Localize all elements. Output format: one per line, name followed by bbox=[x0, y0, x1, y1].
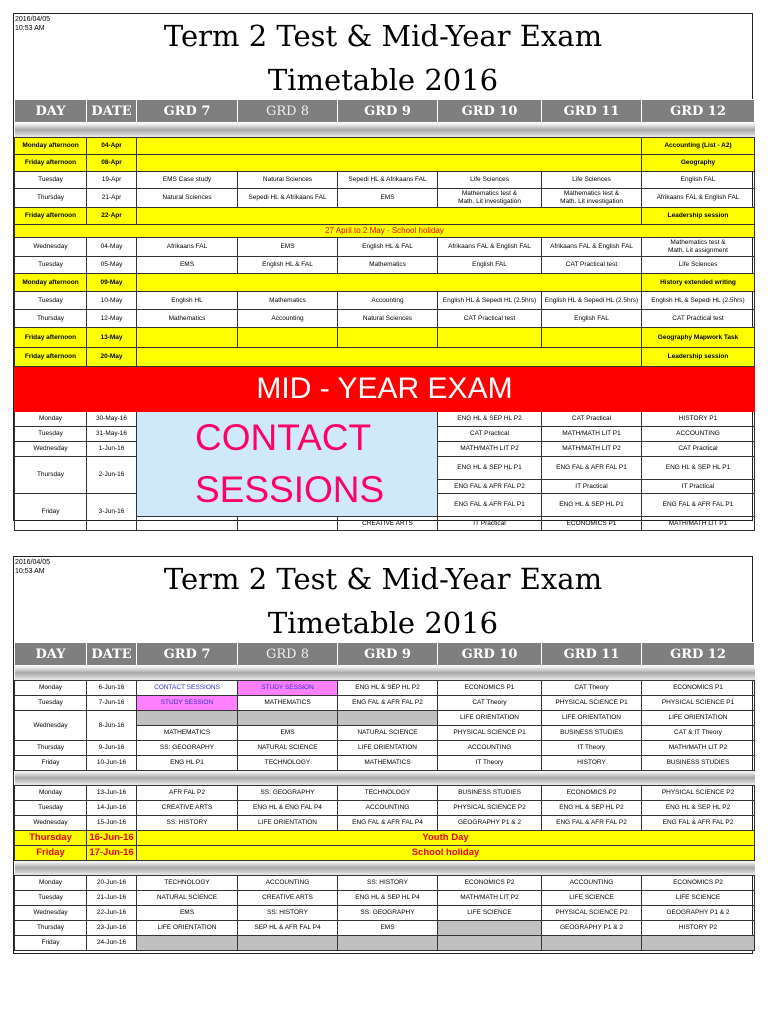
mid-year-banner: MID - YEAR EXAM bbox=[15, 367, 755, 412]
header-date: DATE bbox=[87, 100, 137, 123]
holiday-row: Thursday 16-Jun-16 Youth Day bbox=[15, 831, 755, 846]
sheet-title: Term 2 Test & Mid-Year Exam Timetable 2016 bbox=[163, 19, 603, 97]
table-row: Thursday 23-Jun-16 LIFE ORIENTATION SEP HL & AFR FAL P4 EMS GEOGRAPHY P1 & 2 HISTORY P2 bbox=[15, 921, 755, 936]
table-row: Tuesday 19-Apr EMS Case study Natural Sciences Sepedi HL & Afrikaans FAL Life Sciences Life Sciences English FAL bbox=[15, 172, 755, 189]
header-grade-8: GRD 8 bbox=[238, 643, 338, 666]
header-grade-8: GRD 8 bbox=[238, 100, 338, 123]
table-row: Wednesday 8-Jun-16 LIFE ORIENTATION LIFE ORIENTATION LIFE ORIENTATION bbox=[15, 711, 755, 726]
table-row: Friday afternoon 22-Apr Leadership session bbox=[15, 208, 755, 225]
header-row bbox=[15, 643, 755, 666]
table-row: Wednesday 15-Jun-16 SS: HISTORY LIFE ORIENTATION ENG FAL & AFR FAL P4 GEOGRAPHY P1 & 2 ENG FAL & AFR FAL P2 ENG FAL & AFR FAL P2 bbox=[15, 816, 755, 831]
separator-row bbox=[15, 666, 755, 681]
table-row: Monday afternoon 04-Apr Accounting (List - A2) bbox=[15, 138, 755, 155]
table-row: Wednesday 04-May Afrikaans FAL EMS English HL & FAL Afrikaans FAL & English FAL Afrikaans FAL & English FAL Mathematics test & Math. Lit assignment bbox=[15, 238, 755, 257]
table-row: ENG FAL & AFR FAL P2 IT Practical IT Practical bbox=[15, 480, 755, 494]
table-row: Friday afternoon 08-Apr Geography bbox=[15, 155, 755, 172]
header-grade-9: GRD 9 bbox=[338, 643, 438, 666]
table-row: Tuesday 10-May English HL Mathematics Accounting English HL & Sepedi HL (2.5hrs) English HL & Sepedi HL (2.5hrs) English HL & Sepedi HL (2.5hrs) bbox=[15, 292, 755, 310]
separator-row bbox=[15, 861, 755, 876]
table-row: Thursday 12-May Mathematics Accounting Natural Sciences CAT Practical test English FAL CAT Practical test bbox=[15, 310, 755, 328]
table-row: Friday 10-Jun-16 ENG HL P1 TECHNOLOGY MATHEMATICS IT Theory HISTORY BUSINESS STUDIES bbox=[15, 756, 755, 771]
table-row: CREATIVE ARTS IT Practical ECONOMICS P1 MATH/MATH LIT P1 bbox=[15, 517, 755, 531]
mid-year-banner-row bbox=[15, 367, 755, 412]
header-grade-11: GRD 11 bbox=[542, 100, 642, 123]
header-grade-7: GRD 7 bbox=[137, 643, 238, 666]
table-row: Friday afternoon 13-May Geography Mapwork Task bbox=[15, 328, 755, 348]
header-day: DAY bbox=[15, 643, 87, 666]
table-row: Tuesday 7-Jun-16 STUDY SESSION MATHEMATICS ENG FAL & AFR FAL P2 CAT Theory PHYSICAL SCIENCE P1 PHYSICAL SCIENCE P1 bbox=[15, 696, 755, 711]
timetable-table bbox=[14, 99, 755, 531]
header-grade-12: GRD 12 bbox=[642, 100, 755, 123]
timetable-sheet-1 bbox=[13, 13, 753, 527]
table-row: Tuesday 14-Jun-16 CREATIVE ARTS ENG HL & ENG FAL P4 ACCOUNTING PHYSICAL SCIENCE P2 ENG HL & SEP HL P2 ENG HL & SEP HL P2 bbox=[15, 801, 755, 816]
table-row: Thursday 2-Jun-16 ENG HL & SEP HL P1 ENG FAL & AFR FAL P1 ENG HL & SEP HL P1 bbox=[15, 457, 755, 480]
table-row: Wednesday 22-Jun-16 EMS SS: HISTORY SS: GEOGRAPHY LIFE SCIENCE PHYSICAL SCIENCE P2 GEOGRAPHY P1 & 2 bbox=[15, 906, 755, 921]
print-timestamp: 2016/04/05 10:53 AM bbox=[15, 16, 51, 32]
separator-row bbox=[15, 123, 755, 138]
header-grade-12: GRD 12 bbox=[642, 643, 755, 666]
table-row: Thursday 21-Apr Natural Sciences Sepedi HL & Afrikaans FAL EMS Mathematics test & Math. Lit investigation Mathematics test & Math. Lit investigation Afrikaans FAL & English FAL bbox=[15, 189, 755, 208]
header-date: DATE bbox=[87, 643, 137, 666]
contact-sessions-block: CONTACT SESSIONS bbox=[137, 412, 438, 517]
header-row bbox=[15, 100, 755, 123]
separator-row bbox=[15, 771, 755, 786]
timetable-sheet-2 bbox=[13, 556, 753, 954]
header-grade-9: GRD 9 bbox=[338, 100, 438, 123]
table-row: Tuesday 05-May EMS English HL & FAL Mathematics English FAL CAT Practical test Life Sciences bbox=[15, 257, 755, 274]
holiday-banner: 27 April to 2 May - School holiday bbox=[15, 225, 755, 238]
header-grade-11: GRD 11 bbox=[542, 643, 642, 666]
header-grade-7: GRD 7 bbox=[137, 100, 238, 123]
holiday-row: Friday 17-Jun-16 School holiday bbox=[15, 846, 755, 861]
table-row: Monday 6-Jun-16 CONTACT SESSIONS STUDY SESSION ENG HL & SEP HL P2 ECONOMICS P1 CAT Theory ECONOMICS P1 bbox=[15, 681, 755, 696]
table-row: Monday 30-May-16 CONTACT SESSIONS ENG HL & SEP HL P2 CAT Practical HISTORY P1 bbox=[15, 412, 755, 427]
table-row: Friday 24-Jun-16 bbox=[15, 936, 755, 951]
table-row: Tuesday 31-May-16 CAT Practical MATH/MATH LIT P1 ACCOUNTING bbox=[15, 427, 755, 442]
table-row: Thursday 9-Jun-16 SS: GEOGRAPHY NATURAL SCIENCE LIFE ORIENTATION ACCOUNTING IT Theory MATH/MATH LIT P2 bbox=[15, 741, 755, 756]
header-grade-10: GRD 10 bbox=[438, 100, 542, 123]
table-row: MATHEMATICS EMS NATURAL SCIENCE PHYSICAL SCIENCE P1 BUSINESS STUDIES CAT & IT Theory bbox=[15, 726, 755, 741]
table-row: Friday 3-Jun-16 ENG FAL & AFR FAL P1 ENG HL & SEP HL P1 ENG FAL & AFR FAL P1 bbox=[15, 494, 755, 517]
print-timestamp: 2016/04/05 10:53 AM bbox=[15, 559, 51, 575]
header-grade-10: GRD 10 bbox=[438, 643, 542, 666]
table-row: Monday 13-Jun-16 AFR FAL P2 SS: GEOGRAPHY TECHNOLOGY BUSINESS STUDIES ECONOMICS P2 PHYSICAL SCIENCE P2 bbox=[15, 786, 755, 801]
header-day: DAY bbox=[15, 100, 87, 123]
table-row: Monday 20-Jun-16 TECHNOLOGY ACCOUNTING SS: HISTORY ECONOMICS P2 ACCOUNTING ECONOMICS P2 bbox=[15, 876, 755, 891]
sheet-title: Term 2 Test & Mid-Year Exam Timetable 2016 bbox=[163, 562, 603, 640]
table-row: Wednesday 1-Jun-16 MATH/MATH LIT P2 MATH/MATH LIT P2 CAT Practical bbox=[15, 442, 755, 457]
table-row: Tuesday 21-Jun-16 NATURAL SCIENCE CREATIVE ARTS ENG HL & SEP HL P4 MATH/MATH LIT P2 LIFE SCIENCE LIFE SCIENCE bbox=[15, 891, 755, 906]
table-row: Monday afternoon 09-May History extended writing bbox=[15, 274, 755, 292]
timetable-table bbox=[14, 642, 755, 951]
table-row: Friday afternoon 20-May Leadership session bbox=[15, 348, 755, 367]
